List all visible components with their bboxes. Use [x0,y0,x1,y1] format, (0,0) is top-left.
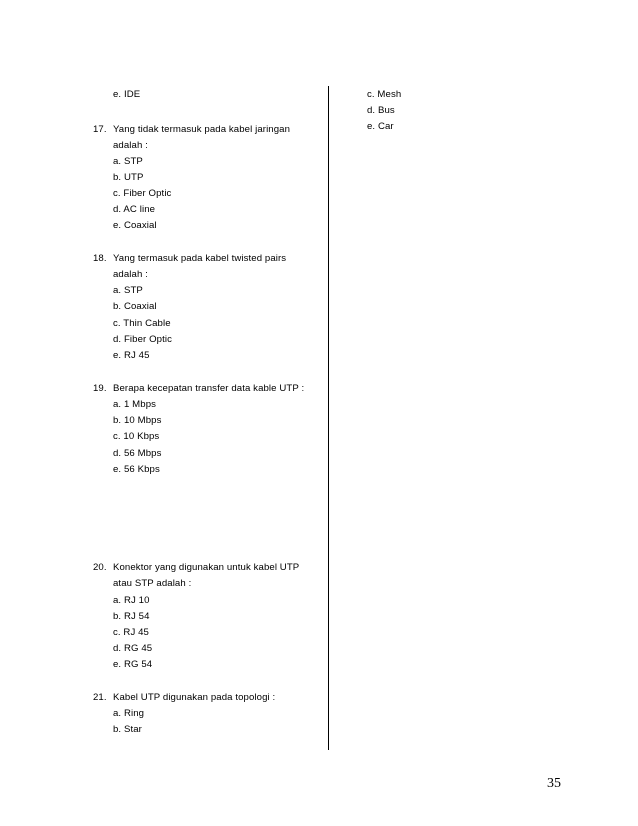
question-20-option-b: b. RJ 54 [113,611,150,622]
question-17-option-b: b. UTP [113,172,144,183]
question-18-option-d: d. Fiber Optic [113,334,172,345]
question-18-text-line-1: Yang termasuk pada kabel twisted pairs [113,253,287,264]
question-19-option-a: a. 1 Mbps [113,399,157,410]
question-20-number: 20. [93,562,107,573]
question-20-text-line-2: atau STP adalah : [113,578,192,589]
question-21-option-c: c. Mesh [367,89,402,100]
question-18-text-line-2: adalah : [113,269,148,280]
question-21-option-e: e. Car [367,121,394,132]
question-17-option-d: d. AC line [113,204,156,215]
question-21-option-d: d. Bus [367,105,395,116]
option-e-ide: e. IDE [113,89,141,100]
question-17-option-c: c. Fiber Optic [113,188,172,199]
question-17-number: 17. [93,124,107,135]
question-21-number: 21. [93,692,107,703]
question-21-option-b: b. Star [113,724,142,735]
question-21-option-a: a. Ring [113,708,145,719]
question-18-option-e: e. RJ 45 [113,350,150,361]
question-18-option-b: b. Coaxial [113,301,157,312]
question-17-text-line-2: adalah : [113,140,148,151]
question-18-option-a: a. STP [113,285,143,296]
question-19-text-line-1: Berapa kecepatan transfer data kable UTP : [113,383,305,394]
question-17-text-line-1: Yang tidak termasuk pada kabel jaringan [113,124,291,135]
question-20-option-a: a. RJ 10 [113,595,150,606]
question-19-option-c: c. 10 Kbps [113,431,160,442]
question-18-number: 18. [93,253,107,264]
question-19-number: 19. [93,383,107,394]
question-20-text-line-1: Konektor yang digunakan untuk kabel UTP [113,562,300,573]
question-19-option-b: b. 10 Mbps [113,415,162,426]
question-20-option-d: d. RG 45 [113,643,153,654]
question-17-option-e: e. Coaxial [113,220,157,231]
question-17-option-a: a. STP [113,156,143,167]
question-20-option-e: e. RG 54 [113,659,153,670]
question-19-option-d: d. 56 Mbps [113,448,162,459]
question-19-option-e: e. 56 Kbps [113,464,160,475]
question-18-option-c: c. Thin Cable [113,318,171,329]
question-21-text-line-1: Kabel UTP digunakan pada topologi : [113,692,276,703]
column-divider [328,86,329,750]
page-number: 35 [547,776,561,791]
question-20-option-c: c. RJ 45 [113,627,149,638]
